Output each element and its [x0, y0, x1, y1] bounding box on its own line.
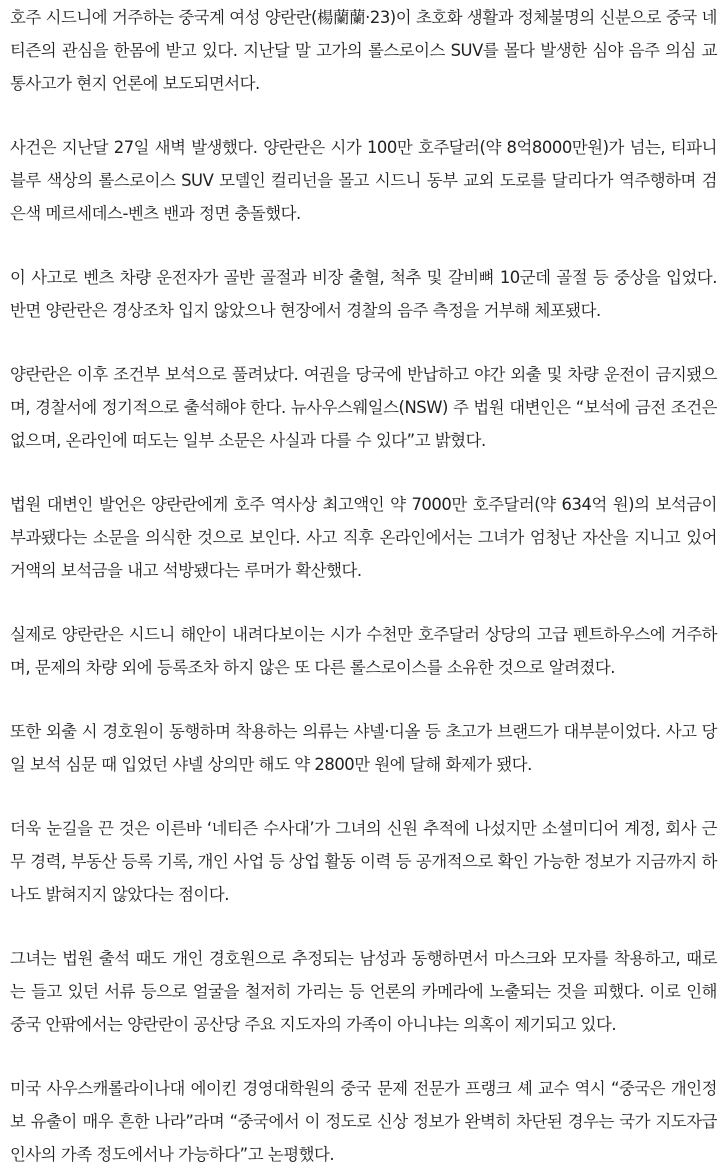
article-paragraph: 더욱 눈길을 끈 것은 이른바 ‘네티즌 수사대’가 그녀의 신원 추적에 나섰지만 소셜미디어 계정, 회사 근무 경력, 부동산 등록 기록, 개인 사업 등 상업 활동 이력 등 공개적으로 확인 가능한 정보가 지금까지 하나도 밝혀지지 않았다는 점이다. — [10, 819, 717, 904]
article-paragraph: 이 사고로 벤츠 차량 운전자가 골반 골절과 비장 출혈, 척추 및 갈비뼈 10군데 골절 등 중상을 입었다. 반면 양란란은 경상조차 입지 않았으나 현장에서 경찰의 음주 측정을 거부해 체포됐다. — [10, 268, 717, 320]
article-paragraph: 호주 시드니에 거주하는 중국계 여성 양란란(楊蘭蘭·23)이 초호화 생활과 정체불명의 신분으로 중국 네티즌의 관심을 한몸에 받고 있다. 지난달 말 고가의 롤스로이스 SUV를 몰다 발생한 심야 음주 의심 교통사고가 현지 언론에 보도되면서다. — [10, 8, 717, 93]
article-paragraph: 그녀는 법원 출석 때도 개인 경호원으로 추정되는 남성과 동행하면서 마스크와 모자를 착용하고, 때로는 들고 있던 서류 등으로 얼굴을 철저히 가리는 등 언론의 카메라에 노출되는 것을 피했다. 이로 인해 중국 안팎에서는 양란란이 공산당 주요 지도자의 가족이 아니냐는 의혹이 제기되고 있다. — [10, 949, 717, 1034]
article-paragraph: 사건은 지난달 27일 새벽 발생했다. 양란란은 시가 100만 호주달러(약 8억8000만원)가 넘는, 티파니 블루 색상의 롤스로이스 SUV 모델인 컬리넌을 몰고 시드니 동부 교외 도로를 달리다가 역주행하며 검은색 메르세데스-벤츠 밴과 정면 충돌했다. — [10, 138, 717, 223]
article-paragraph: 실제로 양란란은 시드니 해안이 내려다보이는 시가 수천만 호주달러 상당의 고급 펜트하우스에 거주하며, 문제의 차량 외에 등록조차 하지 않은 또 다른 롤스로이스를 소유한 것으로 알려졌다. — [10, 625, 717, 677]
article-paragraph: 양란란은 이후 조건부 보석으로 풀려났다. 여권을 당국에 반납하고 야간 외출 및 차량 운전이 금지됐으며, 경찰서에 정기적으로 출석해야 한다. 뉴사우스웨일스(NSW) 주 법원 대변인은 “보석에 금전 조건은 없으며, 온라인에 떠도는 일부 소문은 사실과 다를 수 있다”고 밝혔다. — [10, 365, 717, 450]
article-paragraph: 또한 외출 시 경호원이 동행하며 착용하는 의류는 샤넬·디올 등 초고가 브랜드가 대부분이었다. 사고 당일 보석 심문 때 입었던 샤넬 상의만 해도 약 2800만 원에 달해 화제가 됐다. — [10, 722, 717, 774]
article-paragraph: 법원 대변인 발언은 양란란에게 호주 역사상 최고액인 약 7000만 호주달러(약 634억 원)의 보석금이 부과됐다는 소문을 의식한 것으로 보인다. 사고 직후 온라인에서는 그녀가 엄청난 자산을 지니고 있어 거액의 보석금을 내고 석방됐다는 루머가 확산했다. — [10, 495, 717, 580]
article-paragraph: 미국 사우스캐롤라이나대 에이킨 경영대학원의 중국 문제 전문가 프랭크 셰 교수 역시 “중국은 개인정보 유출이 매우 흔한 나라”라며 “중국에서 이 정도로 신상 정보가 완벽히 차단된 경우는 국가 지도자급 인사의 가족 정도에서나 가능하다”고 논평했다. — [10, 1079, 717, 1164]
